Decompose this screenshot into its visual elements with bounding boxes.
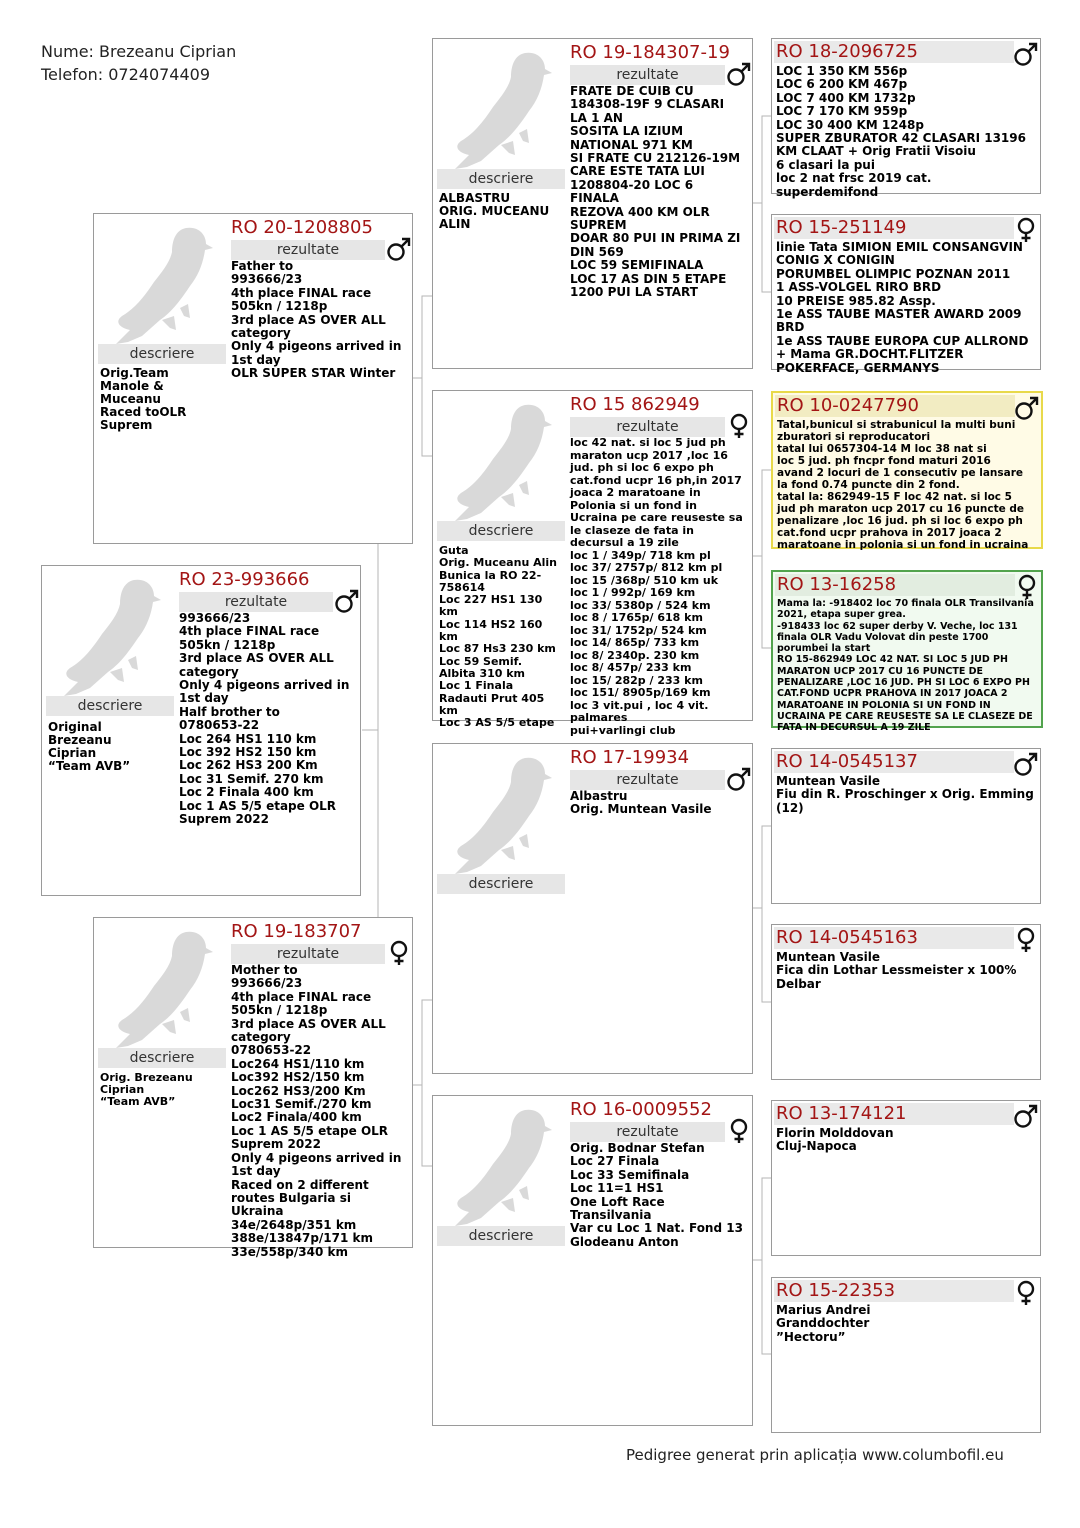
text-line: SUPER ZBURATOR 42 CLASARI 13196 bbox=[776, 131, 1026, 146]
text-line: 1e ASS TAUBE MASTER AWARD 2009 bbox=[776, 307, 1022, 322]
text-line: “Team AVB” bbox=[48, 759, 131, 773]
ring-number: RO 15 862949 bbox=[570, 394, 700, 415]
text-line: Loc 262 HS3 200 Km bbox=[179, 758, 318, 773]
ring-number: RO 14-0545163 bbox=[776, 927, 918, 948]
ring-number: RO 19-184307-19 bbox=[570, 42, 730, 63]
description-text bbox=[100, 1072, 228, 1108]
text-line: LOC 1 350 KM 556p bbox=[776, 64, 908, 78]
pigeon-silhouette-icon bbox=[441, 401, 566, 523]
ring-number: RO 15-251149 bbox=[776, 217, 907, 238]
male-symbol-icon bbox=[1014, 395, 1040, 421]
results-label: rezultate bbox=[179, 592, 333, 612]
text-line: Orig. Muntean Vasile bbox=[570, 802, 712, 817]
description-text bbox=[439, 544, 567, 730]
text-line: Suprem 2022 bbox=[231, 1137, 321, 1152]
text-line: FATA IN DECURSUL A 19 ZILE bbox=[777, 722, 931, 734]
text-line: Loc31 Semif./270 km bbox=[231, 1097, 372, 1112]
pigeon-silhouette-icon bbox=[102, 928, 227, 1050]
male-symbol-icon bbox=[1013, 41, 1039, 67]
text-line: maratoane in polonia si un fond in ucraina bbox=[777, 539, 1029, 551]
text-line: REZOVA 400 KM OLR bbox=[570, 204, 710, 219]
text-line: Cluj-Napoca bbox=[776, 1139, 857, 1154]
text-line: Ciprian bbox=[48, 746, 97, 760]
text-line: Loc392 HS2/150 km bbox=[231, 1070, 365, 1085]
text-line: Mama la: -918402 loc 70 finala OLR Transilvania bbox=[777, 598, 1034, 609]
female-symbol-icon bbox=[1014, 574, 1040, 600]
description-label: descriere bbox=[437, 874, 565, 894]
text-line: MARATOANE IN POLONIA SI UN FOND IN bbox=[777, 699, 991, 711]
text-line: Loc 59 Semif. bbox=[439, 654, 523, 668]
pigeon-silhouette-icon bbox=[441, 1106, 566, 1228]
text-line: Bunica la RO 22- bbox=[439, 568, 542, 582]
text-line: 184308-19F 9 CLASARI bbox=[570, 97, 725, 112]
text-line: Orig.Team bbox=[100, 366, 169, 380]
text-line: Loc 3 AS 5/5 etape bbox=[439, 716, 555, 730]
results-text bbox=[776, 951, 1038, 1077]
pigeon-card-ffm[interactable] bbox=[771, 214, 1041, 375]
results-label: rezultate bbox=[231, 240, 385, 260]
text-line: avand 2 locuri de 1 consecutiv pe lansare bbox=[777, 467, 1024, 479]
owner-info bbox=[41, 40, 236, 86]
text-line: Granddochter bbox=[776, 1316, 870, 1331]
text-line: Glodeanu Anton bbox=[570, 1234, 679, 1249]
description-label: descriere bbox=[98, 1048, 226, 1068]
text-line: Muceanu bbox=[100, 392, 161, 406]
results-text bbox=[570, 436, 748, 737]
text-line: category bbox=[179, 664, 239, 679]
text-line: Only 4 pigeons arrived in bbox=[231, 339, 402, 354]
pigeon-card-fmf[interactable] bbox=[771, 391, 1043, 549]
text-line: + Mama GR.DOCHT.FLITZER bbox=[776, 347, 964, 362]
results-label: rezultate bbox=[570, 65, 725, 85]
description-label: descriere bbox=[46, 696, 174, 716]
male-symbol-icon bbox=[726, 61, 752, 87]
female-symbol-icon bbox=[1013, 1280, 1039, 1306]
text-line: loc 1 / 349p/ 718 km pl bbox=[570, 548, 711, 562]
pigeon-card-fff[interactable] bbox=[771, 38, 1041, 199]
text-line: 0780653-22 bbox=[231, 1043, 312, 1058]
text-line: CONIG X CONIGIN bbox=[776, 253, 895, 268]
text-line: LOC 17 AS DIN 5 ETAPE bbox=[570, 271, 727, 286]
pigeon-card-mf[interactable] bbox=[432, 743, 753, 1074]
text-line: loc 42 nat. si loc 5 jud ph bbox=[570, 436, 726, 449]
text-line: ALIN bbox=[439, 217, 471, 231]
text-line: le claseze de fata in bbox=[570, 523, 694, 537]
description-text bbox=[100, 367, 228, 432]
text-line: loc 15 /368p/ 510 km uk bbox=[570, 573, 719, 587]
text-line: Raced on 2 different bbox=[231, 1177, 369, 1192]
text-line: Var cu Loc 1 Nat. Fond 13 bbox=[570, 1221, 743, 1236]
text-line: LOC 7 400 KM 1732p bbox=[776, 90, 916, 105]
text-line: loc 14/ 865p/ 733 km bbox=[570, 636, 700, 649]
pigeon-card-mother[interactable] bbox=[93, 917, 413, 1259]
pigeon-silhouette-icon bbox=[441, 49, 566, 171]
text-line: Ukraina bbox=[231, 1204, 284, 1219]
text-line: tatal lui 0657304-14 M loc 38 nat si bbox=[777, 443, 987, 455]
text-line: OLR SUPER STAR Winter bbox=[231, 366, 396, 381]
text-line: cat.fond ucpr 16 ph,in 2017 bbox=[570, 473, 742, 487]
text-line: Loc 11=1 HS1 bbox=[570, 1181, 664, 1196]
text-line: Radauti Prut 405 bbox=[439, 691, 545, 705]
text-line: pui+varlingi club bbox=[570, 723, 676, 737]
text-line: jud. ph si loc 6 expo ph bbox=[570, 461, 714, 474]
ring-number: RO 16-0009552 bbox=[570, 1099, 712, 1120]
text-line: Father to bbox=[231, 259, 294, 273]
text-line: 10 PREISE 985.82 Assp. bbox=[776, 293, 936, 308]
text-line: 0780653-22 bbox=[179, 718, 260, 733]
text-line: ”Hectoru” bbox=[776, 1329, 846, 1344]
text-line: Loc 1 AS 5/5 etape OLR bbox=[179, 798, 337, 813]
text-line: Tatal,bunicul si strabunicul la multi buni bbox=[777, 419, 1016, 431]
text-line: Suprem 2022 bbox=[179, 812, 269, 827]
male-symbol-icon bbox=[726, 766, 752, 792]
text-line: Loc2 Finala/400 km bbox=[231, 1110, 362, 1125]
text-line: Manole & bbox=[100, 379, 164, 393]
description-label: descriere bbox=[437, 521, 565, 541]
text-line: porumbei la start bbox=[777, 643, 871, 655]
male-symbol-icon bbox=[1013, 751, 1039, 777]
owner-phone: Telefon: 0724074409 bbox=[41, 65, 211, 84]
text-line: category bbox=[231, 326, 291, 341]
text-line: Orig. Brezeanu bbox=[100, 1071, 193, 1084]
results-text bbox=[231, 260, 408, 541]
results-label: rezultate bbox=[570, 1122, 725, 1142]
text-line: Transilvania bbox=[570, 1208, 652, 1223]
results-label: rezultate bbox=[570, 417, 725, 437]
pigeon-card-ff[interactable] bbox=[432, 38, 753, 369]
description-label: descriere bbox=[437, 1226, 565, 1246]
text-line: LOC 59 SEMIFINALA bbox=[570, 258, 704, 273]
text-line: PORUMBEL OLIMPIC POZNAN 2011 bbox=[776, 266, 1011, 281]
results-text bbox=[570, 85, 748, 366]
text-line: “Team AVB” bbox=[100, 1095, 176, 1108]
text-line: 758614 bbox=[439, 580, 485, 594]
text-line: finala OLR Vadu Volovat din peste 1700 bbox=[777, 631, 989, 643]
text-line: 1st day bbox=[231, 1164, 281, 1179]
text-line: Brezeanu bbox=[48, 733, 112, 747]
text-line: superdemifond bbox=[776, 184, 879, 199]
results-text bbox=[776, 1304, 1038, 1430]
text-line: penalizare ,loc 16 jud. ph si loc 6 expo ph bbox=[777, 515, 1023, 527]
pigeon-card-mmm[interactable] bbox=[771, 1277, 1041, 1433]
text-line: 3rd place AS OVER ALL bbox=[179, 651, 334, 666]
results-label: rezultate bbox=[231, 944, 385, 964]
text-line: loc 1 / 992p/ 169 km bbox=[570, 586, 696, 599]
text-line: Loc 227 HS1 130 bbox=[439, 593, 543, 607]
ring-number: RO 20-1208805 bbox=[231, 217, 373, 238]
text-line: loc 2 nat frsc 2019 cat. bbox=[776, 171, 932, 186]
ring-number: RO 18-2096725 bbox=[776, 41, 918, 62]
text-line: 33e/558p/340 km bbox=[231, 1244, 348, 1259]
text-line: Loc 87 Hs3 230 km bbox=[439, 642, 556, 656]
text-line: CARE ESTE TATA LUI bbox=[570, 164, 705, 179]
text-line: km bbox=[439, 605, 458, 619]
ring-number: RO 15-22353 bbox=[776, 1280, 896, 1301]
text-line: 3rd place AS OVER ALL bbox=[231, 1016, 386, 1031]
results-text bbox=[776, 775, 1038, 901]
text-line: palmares bbox=[570, 711, 628, 724]
results-text bbox=[777, 419, 1039, 551]
text-line: 388e/13847p/171 km bbox=[231, 1231, 374, 1246]
ring-number: RO 17-19934 bbox=[570, 747, 690, 768]
text-line: Loc 392 HS2 150 km bbox=[179, 745, 317, 760]
text-line: Albita 310 km bbox=[439, 666, 526, 680]
text-line: Guta bbox=[439, 544, 469, 557]
text-line: loc 8/ 2340p. 230 km bbox=[570, 648, 700, 662]
ring-number: RO 10-0247790 bbox=[777, 395, 919, 416]
text-line: 6 clasari la pui bbox=[776, 157, 875, 172]
pigeon-card-mff[interactable] bbox=[771, 748, 1041, 904]
text-line: FINALA bbox=[570, 191, 619, 206]
results-text bbox=[231, 963, 408, 1259]
text-line: Original bbox=[48, 720, 102, 734]
text-line: 4th place FINAL race bbox=[179, 624, 320, 639]
text-line: 993666/23 bbox=[231, 272, 303, 287]
results-text bbox=[570, 790, 748, 1071]
ring-number: RO 14-0545137 bbox=[776, 751, 918, 772]
ring-number: RO 13-16258 bbox=[777, 574, 897, 595]
pigeon-card-father[interactable] bbox=[93, 213, 413, 544]
text-line: 4th place FINAL race bbox=[231, 989, 372, 1004]
ring-number: RO 23-993666 bbox=[179, 569, 310, 590]
text-line: Loc 1 Finala bbox=[439, 679, 514, 693]
text-line: CAT.FOND UCPR PRAHOVA IN 2017 JOACA 2 bbox=[777, 688, 1008, 700]
text-line: loc 151/ 8905p/169 km bbox=[570, 686, 711, 699]
male-symbol-icon bbox=[1013, 1103, 1039, 1129]
female-symbol-icon bbox=[1013, 927, 1039, 953]
description-text bbox=[48, 721, 176, 773]
pigeon-card-mmf[interactable] bbox=[771, 1100, 1041, 1256]
text-line: LA 1 AN bbox=[570, 110, 623, 125]
results-text bbox=[777, 598, 1039, 734]
text-line: cat.fond ucpr prahova in 2017 joaca 2 bbox=[777, 527, 1002, 539]
text-line: Albastru bbox=[570, 789, 628, 803]
text-line: km bbox=[439, 703, 458, 717]
female-symbol-icon bbox=[386, 940, 412, 966]
pigeon-silhouette-icon bbox=[441, 754, 566, 876]
text-line: Loc 33 Semifinala bbox=[570, 1167, 690, 1182]
text-line: jud ph maraton ucp 2017 cu 16 puncte de bbox=[777, 503, 1025, 515]
text-line: FRATE DE CUIB CU bbox=[570, 84, 694, 98]
text-line: Loc 264 HS1 110 km bbox=[179, 731, 317, 746]
text-line: Only 4 pigeons arrived in bbox=[231, 1150, 402, 1165]
text-line: DOAR 80 PUI IN PRIMA ZI bbox=[570, 231, 741, 246]
text-line: decursul a 19 zile bbox=[570, 536, 679, 549]
text-line: 993666/23 bbox=[231, 976, 303, 991]
text-line: Orig. Muceanu Alin bbox=[439, 556, 557, 570]
text-line: Delbar bbox=[776, 976, 821, 991]
text-line: 1 ASS-VOLGEL RIRO BRD bbox=[776, 280, 942, 295]
text-line: tatal la: 862949-15 F loc 42 nat. si loc 5 bbox=[777, 491, 1012, 503]
text-line: NATIONAL 971 KM bbox=[570, 137, 693, 152]
text-line: maraton ucp 2017 ,loc 16 bbox=[570, 448, 728, 462]
pigeon-silhouette-icon bbox=[102, 224, 227, 346]
text-line: la fond 0.74 puncte din 2 fond. bbox=[777, 479, 960, 491]
text-line: KM CLAAT + Orig Fratii Visoiu bbox=[776, 144, 976, 159]
text-line: 1e ASS TAUBE EUROPA CUP ALLROND bbox=[776, 333, 1029, 348]
results-text bbox=[570, 1142, 748, 1423]
results-text bbox=[179, 612, 356, 893]
text-line: Orig. Bodnar Stefan bbox=[570, 1141, 705, 1155]
text-line: Ciprian bbox=[100, 1083, 145, 1096]
pigeon-silhouette-icon bbox=[50, 576, 175, 698]
text-line: 505kn / 1218p bbox=[231, 299, 328, 314]
text-line: Half brother to bbox=[179, 704, 280, 719]
text-line: Loc264 HS1/110 km bbox=[231, 1056, 365, 1071]
text-line: joaca 2 maratoane in bbox=[570, 486, 701, 499]
text-line: PENALIZARE ,LOC 16 JUD. PH SI LOC 6 EXPO PH bbox=[777, 677, 1030, 689]
female-symbol-icon bbox=[726, 413, 752, 439]
owner-name: Nume: Brezeanu Ciprian bbox=[41, 42, 237, 61]
text-line: One Loft Race bbox=[570, 1194, 665, 1209]
text-line: SI FRATE CU 212126-19M bbox=[570, 151, 741, 166]
text-line: SUPREM bbox=[570, 218, 627, 233]
text-line: loc 33/ 5380p / 524 km bbox=[570, 598, 711, 612]
text-line: Raced toOLR bbox=[100, 405, 187, 419]
text-line: zburatori si reproducatori bbox=[777, 431, 931, 443]
text-line: 1st day bbox=[231, 352, 281, 367]
text-line: loc 37/ 2757p/ 812 km pl bbox=[570, 561, 723, 574]
text-line: 1200 PUI LA START bbox=[570, 285, 698, 300]
text-line: ALBASTRU bbox=[439, 191, 511, 205]
results-text bbox=[776, 1127, 1038, 1253]
results-text bbox=[776, 64, 1038, 199]
ring-number: RO 19-183707 bbox=[231, 921, 362, 942]
text-line: Loc 2 Finala 400 km bbox=[179, 785, 314, 800]
text-line: 1st day bbox=[179, 691, 229, 706]
pigeon-card-fmm[interactable] bbox=[771, 570, 1043, 734]
pigeon-card-subject[interactable] bbox=[41, 565, 361, 896]
text-line: LOC 7 170 KM 959p bbox=[776, 104, 908, 119]
text-line: loc 15/ 282p / 233 km bbox=[570, 673, 703, 687]
description-label: descriere bbox=[437, 169, 565, 189]
pigeon-card-mfm[interactable] bbox=[771, 924, 1041, 1080]
text-line: BRD bbox=[776, 320, 805, 335]
description-text bbox=[439, 192, 567, 231]
text-line: POKERFACE, GERMANYS bbox=[776, 360, 940, 375]
text-line: SOSITA LA IZIUM bbox=[570, 124, 684, 139]
text-line: Mother to bbox=[231, 963, 298, 977]
text-line: 1208804-20 LOC 6 bbox=[570, 177, 694, 192]
female-symbol-icon bbox=[726, 1118, 752, 1144]
text-line: loc 8/ 457p/ 233 km bbox=[570, 661, 692, 674]
text-line: RO 15-862949 LOC 42 NAT. SI LOC 5 JUD PH bbox=[777, 654, 1008, 666]
text-line: 2021, etapa super grea. bbox=[777, 609, 906, 621]
text-line: 3rd place AS OVER ALL bbox=[231, 312, 386, 327]
male-symbol-icon bbox=[386, 236, 412, 262]
text-line: Muntean Vasile bbox=[776, 774, 880, 788]
text-line: km bbox=[439, 630, 458, 644]
text-line: Ucraina pe care reuseste sa bbox=[570, 511, 743, 524]
text-line: loc 31/ 1752p/ 524 km bbox=[570, 623, 707, 637]
text-line: Marius Andrei bbox=[776, 1303, 871, 1317]
text-line: loc 5 jud. ph fncpr fond maturi 2016 bbox=[777, 455, 991, 467]
text-line: 993666/23 bbox=[179, 611, 251, 625]
text-line: (12) bbox=[776, 800, 804, 815]
text-line: DIN 569 bbox=[570, 244, 624, 259]
text-line: 34e/2648p/351 km bbox=[231, 1217, 357, 1232]
text-line: Fiu din R. Proschinger x Orig. Emming bbox=[776, 787, 1034, 802]
text-line: Only 4 pigeons arrived in bbox=[179, 678, 350, 693]
text-line: -918433 loc 62 super derby V. Veche, loc 131 bbox=[777, 620, 1018, 632]
text-line: Loc 31 Semif. 270 km bbox=[179, 771, 324, 786]
text-line: Suprem bbox=[100, 418, 153, 432]
text-line: LOC 6 200 KM 467p bbox=[776, 77, 908, 92]
text-line: loc 8 / 1765p/ 618 km bbox=[570, 611, 703, 624]
pigeon-card-fm[interactable] bbox=[432, 390, 753, 737]
footer-credit: Pedigree generat prin aplicația www.columbofil.eu bbox=[626, 1446, 1004, 1464]
results-label: rezultate bbox=[570, 770, 725, 790]
text-line: Florin Molddovan bbox=[776, 1126, 894, 1140]
text-line: Fica din Lothar Lessmeister x 100% bbox=[776, 963, 1017, 978]
text-line: 4th place FINAL race bbox=[231, 285, 372, 300]
text-line: Loc 1 AS 5/5 etape OLR bbox=[231, 1123, 389, 1138]
text-line: routes Bulgaria si bbox=[231, 1190, 351, 1205]
text-line: UCRAINA PE CARE REUSESTE SA LE CLASEZE DE bbox=[777, 710, 1033, 722]
pigeon-card-mm[interactable] bbox=[432, 1095, 753, 1426]
text-line: 505kn / 1218p bbox=[179, 637, 276, 652]
text-line: Loc262 HS3/200 Km bbox=[231, 1083, 366, 1098]
text-line: Loc 27 Finala bbox=[570, 1154, 660, 1169]
ring-number: RO 13-174121 bbox=[776, 1103, 907, 1124]
text-line: LOC 30 400 KM 1248p bbox=[776, 117, 924, 132]
text-line: loc 3 vit.pui , loc 4 vit. bbox=[570, 698, 709, 712]
results-text bbox=[776, 240, 1038, 375]
text-line: Muntean Vasile bbox=[776, 950, 880, 964]
male-symbol-icon bbox=[334, 588, 360, 614]
text-line: category bbox=[231, 1030, 291, 1045]
text-line: Loc 114 HS2 160 bbox=[439, 617, 543, 631]
text-line: ORIG. MUCEANU bbox=[439, 204, 550, 218]
text-line: linie Tata SIMION EMIL CONSANGVIN bbox=[776, 240, 1023, 254]
text-line: Polonia si un fond in bbox=[570, 498, 697, 512]
text-line: 505kn / 1218p bbox=[231, 1003, 328, 1018]
text-line: MARATON UCP 2017 CU 16 PUNCTE DE bbox=[777, 665, 984, 677]
description-label: descriere bbox=[98, 344, 226, 364]
